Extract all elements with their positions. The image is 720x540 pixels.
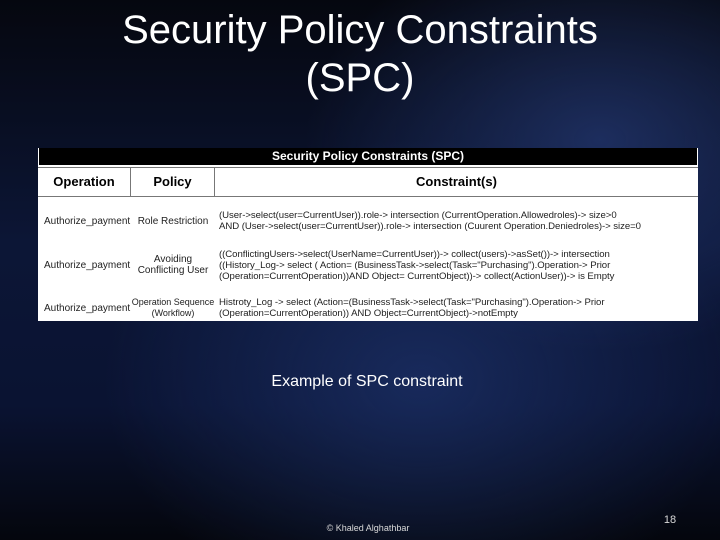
cell-constraint bbox=[215, 249, 698, 282]
copyright-footer: © Khaled Alghathbar bbox=[326, 523, 410, 533]
cell-constraint bbox=[215, 210, 698, 232]
policy-line: Conflicting User bbox=[137, 265, 209, 276]
policy-line: (Workflow) bbox=[151, 308, 195, 318]
header-operation: Operation bbox=[38, 168, 131, 196]
cell-operation: Authorize_payment bbox=[44, 259, 131, 271]
page-number: 18 bbox=[663, 514, 677, 526]
cell-operation: Authorize_payment bbox=[44, 215, 131, 227]
constraint-line: Histroty_Log -> select (Action=(BusinessTask->select(Task="Purchasing").Operation-> Prior bbox=[219, 297, 605, 308]
table-header-row bbox=[38, 167, 698, 197]
slide-title-line-1: Security Policy Constraints bbox=[122, 8, 598, 52]
cell-policy bbox=[131, 254, 215, 276]
constraint-line: ((ConflictingUsers->select(UserName=CurrentUser))-> collect(users)->asSet())-> intersection bbox=[219, 248, 610, 260]
header-constraints: Constraint(s) bbox=[416, 174, 497, 189]
constraint-line: ((History_Log-> select ( Action= (BusinessTask->select(Task="Purchasing").Operation-> Prior bbox=[219, 259, 611, 271]
constraint-line: (Operation=CurrentOperation))AND Object= CurrentObject))-> collect(ActionUser))-> is Empty bbox=[219, 270, 615, 282]
table-caption: Security Policy Constraints (SPC) bbox=[39, 148, 697, 165]
header-policy: Policy bbox=[131, 168, 215, 196]
policy-line: Avoiding bbox=[153, 254, 193, 265]
constraint-line: AND (User->select(user=CurrentUser)).role-> intersection (Cuurent Operation.Deniedroles)-> size=0 bbox=[219, 221, 641, 232]
table-row bbox=[38, 241, 698, 289]
cell-policy bbox=[131, 297, 215, 319]
constraint-line: (Operation=CurrentOperation)) AND Object=CurrentObject)->notEmpty bbox=[219, 308, 518, 319]
cell-constraint bbox=[215, 297, 698, 319]
constraint-line: (User->select(user=CurrentUser)).role-> intersection (CurrentOperation.Allowedroles)-> size>0 bbox=[219, 210, 617, 221]
policy-line: Operation Sequence bbox=[131, 297, 215, 307]
table-row bbox=[38, 201, 698, 241]
table-row bbox=[38, 289, 698, 321]
policy-line: Role Restriction bbox=[137, 215, 209, 227]
spc-table bbox=[38, 148, 698, 321]
slide-title bbox=[0, 6, 720, 102]
cell-operation: Authorize_payment bbox=[44, 302, 131, 314]
slide-title-line-2: (SPC) bbox=[305, 56, 415, 100]
cell-policy bbox=[131, 216, 215, 227]
figure-caption: Example of SPC constraint bbox=[271, 373, 463, 390]
